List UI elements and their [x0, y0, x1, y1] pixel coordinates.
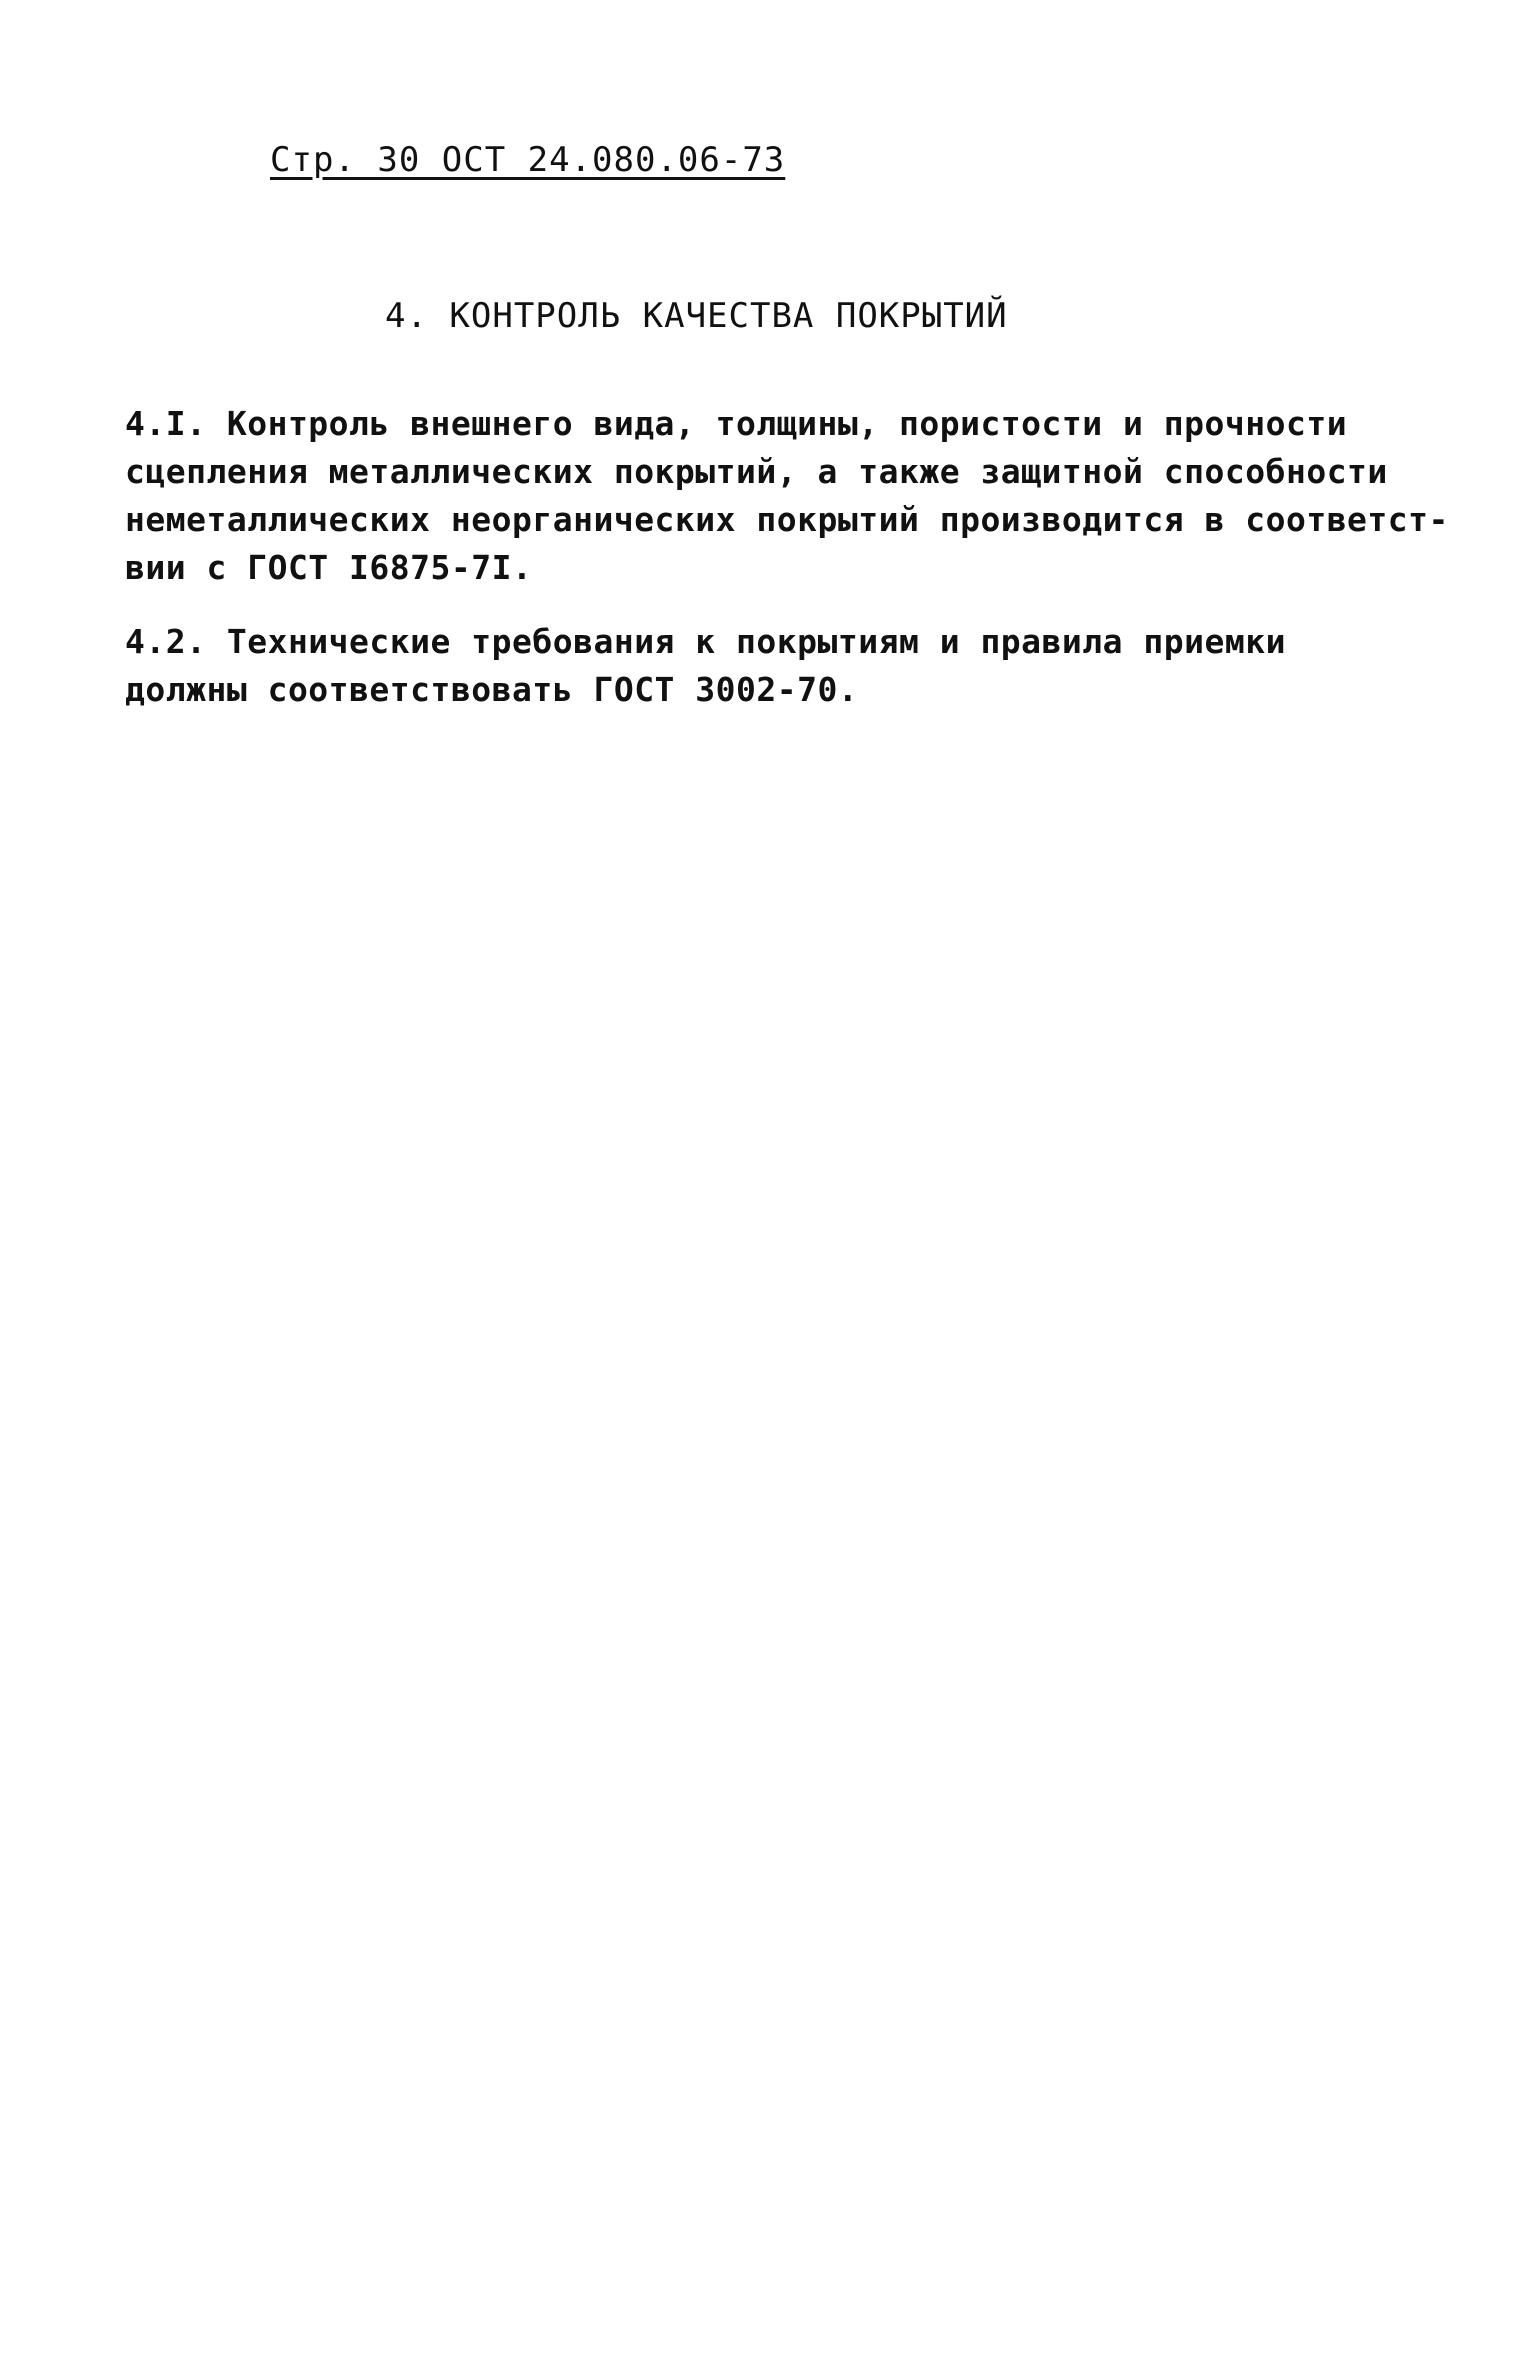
paragraph-line: 4.2. Технические требования к покрытиям и правила приемки — [125, 622, 1286, 661]
paragraph-4-1 — [125, 400, 1455, 592]
page-header: Стр. 30 ОСТ 24.080.06-73 — [270, 140, 786, 180]
paragraph-line: неметаллических неорганических покрытий производится в соответст- — [125, 500, 1449, 539]
paragraph-line: вии с ГОСТ I6875-7I. — [125, 548, 533, 587]
section-title: 4. КОНТРОЛЬ КАЧЕСТВА ПОКРЫТИЙ — [385, 296, 1008, 336]
paragraph-line: должны соответствовать ГОСТ 3002-70. — [125, 670, 859, 709]
paragraph-line: сцепления металлических покрытий, а также защитной способности — [125, 452, 1388, 491]
paragraph-4-2 — [125, 618, 1455, 714]
paragraph-line: 4.I. Контроль внешнего вида, толщины, пористости и прочности — [125, 404, 1348, 443]
